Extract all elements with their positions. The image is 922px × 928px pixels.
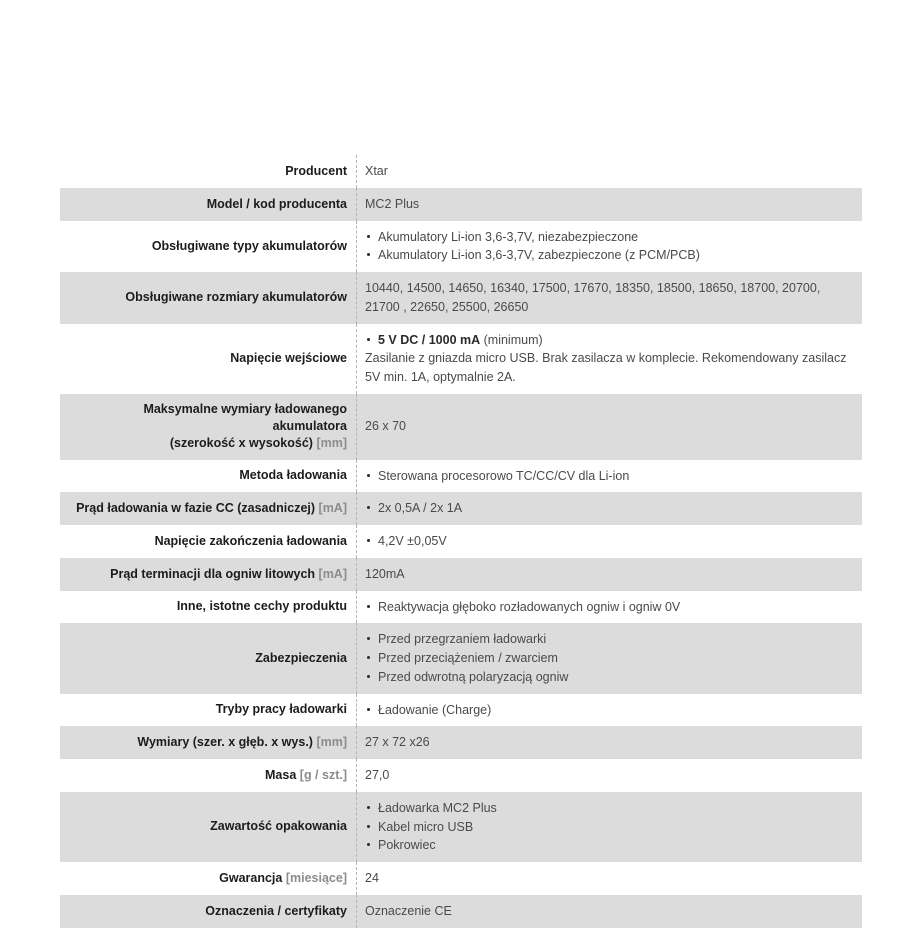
spec-value-text: 27 x 72 x26 [365, 735, 430, 750]
list-item: 4,2V ±0,05V [365, 532, 854, 551]
specification-table-body [60, 155, 862, 928]
spec-value [357, 394, 863, 460]
spec-value [357, 895, 863, 928]
spec-label [60, 324, 357, 394]
list-item: Reaktywacja głęboko rozładowanych ogniw i ogniw 0V [365, 598, 854, 617]
spec-value [357, 492, 863, 525]
spec-label-unit: [g / szt.] [299, 767, 347, 782]
table-row [60, 324, 862, 394]
spec-label [60, 623, 357, 693]
spec-value-list [365, 228, 854, 266]
spec-label [60, 759, 357, 792]
list-item: Sterowana procesorowo TC/CC/CV dla Li-ion [365, 467, 854, 486]
spec-label [60, 492, 357, 525]
list-item: Akumulatory Li-ion 3,6-3,7V, niezabezpieczone [365, 228, 854, 247]
spec-value-text: 120mA [365, 566, 405, 581]
spec-label-text: Metoda ładowania [239, 468, 347, 483]
spec-label-text: Inne, istotne cechy produktu [176, 599, 347, 614]
spec-value-text: Xtar [365, 164, 388, 178]
spec-value-text: Oznaczenie CE [365, 903, 452, 918]
table-row [60, 623, 862, 693]
list-item: 2x 0,5A / 2x 1A [365, 499, 854, 518]
spec-label-text: Napięcie wejściowe [230, 351, 347, 365]
input-power-rating: 5 V DC / 1000 mA [378, 332, 481, 347]
table-row [60, 525, 862, 558]
spec-value [357, 525, 863, 558]
table-row [60, 726, 862, 759]
table-row [60, 221, 862, 273]
table-row [60, 694, 862, 727]
spec-value-list [365, 331, 854, 350]
spec-label-text: Obsługiwane typy akumulatorów [151, 238, 347, 253]
spec-value [357, 759, 863, 792]
spec-label-text: Gwarancja [219, 870, 283, 885]
spec-value-text: 24 [365, 871, 379, 885]
spec-value [357, 591, 863, 624]
list-item: Przed odwrotną polaryzacją ogniw [365, 668, 854, 687]
spec-label [60, 862, 357, 895]
spec-label-text: (szerokość x wysokość) [169, 436, 313, 451]
spec-value-text: 26 x 70 [365, 419, 407, 434]
spec-label [60, 792, 357, 862]
spec-value-text: 27,0 [365, 768, 390, 782]
spec-value-text: MC2 Plus [365, 196, 420, 211]
table-row [60, 272, 862, 324]
list-item: Akumulatory Li-ion 3,6-3,7V, zabezpieczone (z PCM/PCB) [365, 246, 854, 265]
spec-value [357, 623, 863, 693]
spec-label-text: Tryby pracy ładowarki [215, 702, 347, 717]
spec-label-text: Zawartość opakowania [210, 819, 347, 834]
spec-label [60, 188, 357, 221]
spec-label-unit: [mA] [318, 566, 347, 581]
table-row [60, 394, 862, 460]
input-power-qualifier: (minimum) [483, 332, 543, 347]
spec-value [357, 324, 863, 394]
spec-label-text: Producent [285, 163, 347, 178]
table-row [60, 591, 862, 624]
spec-value-list [365, 532, 854, 551]
list-item: Ładowanie (Charge) [365, 701, 854, 720]
table-row [60, 792, 862, 862]
spec-value [357, 155, 863, 188]
table-row [60, 492, 862, 525]
spec-value-list [365, 598, 854, 617]
spec-value [357, 460, 863, 493]
list-item: Ładowarka MC2 Plus [365, 799, 854, 818]
spec-label-text: Masa [265, 767, 297, 782]
spec-value [357, 694, 863, 727]
spec-value [357, 792, 863, 862]
table-row [60, 188, 862, 221]
spec-label [60, 394, 357, 460]
table-row [60, 895, 862, 928]
spec-value-note: Zasilanie z gniazda micro USB. Brak zasilacza w komplecie. Rekomendowany zasilacz 5V min. 1A, optymalnie 2A. [365, 351, 847, 384]
spec-value [357, 558, 863, 591]
spec-label [60, 155, 357, 188]
spec-label [60, 525, 357, 558]
spec-value [357, 188, 863, 221]
spec-label-line: Maksymalne wymiary ładowanego akumulatora [143, 401, 347, 433]
spec-label-text: Napięcie zakończenia ładowania [154, 533, 347, 548]
spec-label [60, 895, 357, 928]
spec-label-unit: [mm] [316, 436, 347, 451]
spec-label-line [66, 435, 347, 452]
spec-label-text: Prąd ładowania w fazie CC (zasadniczej) [76, 501, 316, 515]
spec-label [60, 694, 357, 727]
spec-value-list [365, 630, 854, 686]
list-item: Pokrowiec [365, 836, 854, 855]
spec-value [357, 862, 863, 895]
spec-value [357, 272, 863, 324]
spec-label-text: Obsługiwane rozmiary akumulatorów [125, 290, 347, 305]
spec-value [357, 726, 863, 759]
table-row [60, 862, 862, 895]
table-row [60, 460, 862, 493]
product-specification-sheet [60, 155, 862, 928]
spec-label-text: Model / kod producenta [206, 196, 347, 211]
list-item: Przed przegrzaniem ładowarki [365, 630, 854, 649]
spec-label-unit: [mm] [316, 735, 347, 749]
table-row [60, 558, 862, 591]
table-row [60, 155, 862, 188]
spec-label [60, 272, 357, 324]
spec-label [60, 558, 357, 591]
spec-label-unit: [mA] [318, 501, 347, 515]
spec-value-list [365, 799, 854, 855]
spec-label [60, 726, 357, 759]
list-item [365, 331, 854, 350]
spec-value-list [365, 701, 854, 720]
specification-table [60, 155, 862, 928]
list-item: Przed przeciążeniem / zwarciem [365, 649, 854, 668]
spec-value [357, 221, 863, 273]
spec-value-text: 10440, 14500, 14650, 16340, 17500, 17670, 18350, 18500, 18650, 18700, 20700, 21700 , 22650, 25500, 26650 [365, 281, 821, 314]
spec-label-text: Zabezpieczenia [255, 650, 347, 665]
spec-label [60, 591, 357, 624]
spec-value-list [365, 499, 854, 518]
spec-label [60, 460, 357, 493]
spec-value-list [365, 467, 854, 486]
spec-label [60, 221, 357, 273]
spec-label-text: Wymiary (szer. x głęb. x wys.) [137, 735, 313, 749]
table-row [60, 759, 862, 792]
spec-label-unit: [miesiące] [285, 870, 347, 885]
spec-label-text: Prąd terminacji dla ogniw litowych [110, 566, 316, 581]
list-item: Kabel micro USB [365, 818, 854, 837]
spec-label-text: Oznaczenia / certyfikaty [205, 903, 347, 918]
